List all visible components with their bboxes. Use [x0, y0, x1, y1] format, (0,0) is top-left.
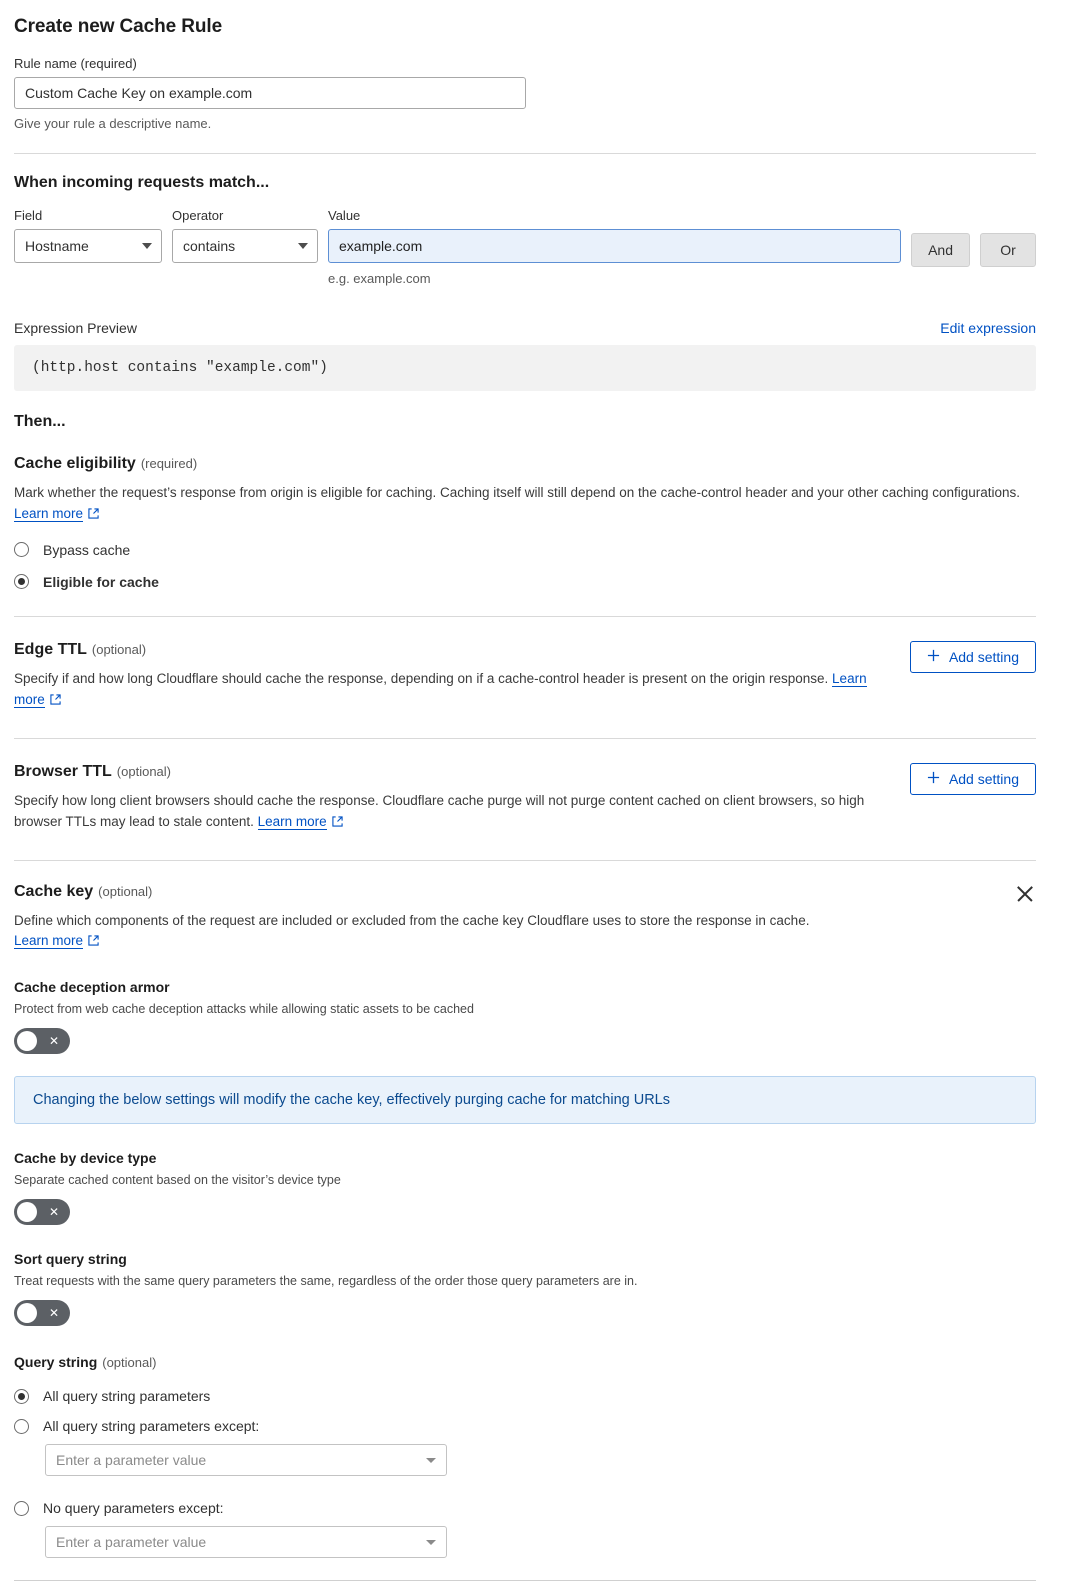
- sort-query-string-toggle[interactable]: [14, 1300, 70, 1326]
- toggle-knob: [17, 1303, 37, 1323]
- toggle-knob: [17, 1031, 37, 1051]
- cache-deception-armor-title: Cache deception armor: [14, 979, 170, 996]
- radio-label: No query parameters except:: [43, 1500, 224, 1517]
- radio-label: All query string parameters: [43, 1388, 211, 1405]
- cache-key-description: [14, 911, 809, 954]
- logic-buttons: [911, 208, 1036, 267]
- rule-name-label: Rule name (required): [14, 56, 137, 71]
- divider: [14, 616, 1036, 617]
- radio-bypass-cache[interactable]: [14, 542, 1036, 558]
- cache-eligibility-description-text: Mark whether the request’s response from origin is eligible for caching. Caching itself will still depend on the cache-control header and your other caching configurations.: [14, 485, 1021, 500]
- operator-column: [172, 208, 318, 263]
- close-icon[interactable]: [1014, 883, 1036, 905]
- cache-key-optional: (optional): [98, 883, 153, 899]
- cache-deception-armor-description: Protect from web cache deception attacks while allowing static assets to be cached: [14, 1002, 474, 1017]
- radio-eligible-for-cache[interactable]: [14, 574, 1036, 590]
- then-heading: Then...: [14, 413, 66, 430]
- cache-eligibility-section: [14, 455, 1036, 590]
- cache-by-device-type-toggle[interactable]: [14, 1199, 70, 1225]
- add-setting-label: Add setting: [948, 770, 1019, 787]
- edge-ttl-section: [14, 641, 1036, 712]
- browser-ttl-description: [14, 791, 874, 834]
- radio-icon: [14, 1419, 29, 1434]
- operator-select[interactable]: [172, 229, 318, 263]
- chevron-down-icon: [426, 1540, 436, 1545]
- edge-ttl-description: [14, 669, 874, 712]
- edge-ttl-title: Edge TTL: [14, 640, 87, 658]
- value-hint: e.g. example.com: [328, 271, 431, 286]
- browser-ttl-optional: (optional): [116, 763, 171, 779]
- browser-ttl-description-text: Specify how long client browsers should cache the response. Cloudflare cache purge will not purge content cached on client browsers, so high browser TTLs may lead to stale content.: [14, 792, 865, 829]
- no-except-parameter-input[interactable]: [45, 1526, 447, 1558]
- expression-preview-label: Expression Preview: [14, 320, 137, 336]
- cache-key-section: [14, 883, 1036, 1559]
- browser-ttl-section: [14, 763, 1036, 834]
- edge-ttl-add-setting-button[interactable]: [910, 641, 1036, 673]
- browser-ttl-learn-more-link[interactable]: Learn more: [257, 813, 327, 829]
- external-link-icon: [88, 932, 99, 953]
- plus-icon: [927, 649, 940, 665]
- external-link-icon: [50, 691, 61, 712]
- radio-label: Bypass cache: [43, 541, 131, 558]
- field-select-value: Hostname: [25, 238, 89, 254]
- divider: [14, 860, 1036, 861]
- match-row: [14, 208, 1036, 286]
- rule-name-group: [14, 56, 1036, 131]
- cache-key-title: Cache key: [14, 882, 94, 900]
- all-except-parameter-input[interactable]: [45, 1444, 447, 1476]
- edge-ttl-description-text: Specify if and how long Cloudflare should cache the response, depending on if a cache-control header is present on the origin response.: [14, 670, 829, 686]
- toggle-knob: [17, 1202, 37, 1222]
- edit-expression-link[interactable]: Edit expression: [940, 320, 1036, 336]
- edge-ttl-learn-more-link[interactable]: Learn more: [14, 670, 867, 707]
- radio-all-query-string-parameters[interactable]: [14, 1388, 1036, 1404]
- query-string-title: Query string: [14, 1354, 98, 1371]
- radio-icon: [14, 1501, 29, 1516]
- browser-ttl-title: Browser TTL: [14, 762, 112, 780]
- operator-label: Operator: [172, 208, 224, 223]
- expression-header: [14, 320, 1036, 336]
- rule-name-input[interactable]: [14, 77, 526, 109]
- and-button[interactable]: And: [911, 233, 970, 267]
- rule-name-helper: Give your rule a descriptive name.: [14, 116, 212, 131]
- operator-select-value: contains: [183, 238, 236, 254]
- cache-eligibility-description: [14, 483, 1024, 526]
- plus-icon: [927, 771, 940, 787]
- cache-key-description-text: Define which components of the request are included or excluded from the cache key Cloudflare uses to store the response in cache.: [14, 912, 810, 928]
- chevron-down-icon: [298, 243, 308, 249]
- radio-all-query-string-parameters-except[interactable]: [14, 1418, 1036, 1434]
- field-label: Field: [14, 208, 43, 223]
- value-column: [328, 208, 901, 286]
- parameter-placeholder: Enter a parameter value: [56, 1452, 207, 1469]
- close-icon: ✕: [48, 1205, 59, 1220]
- cache-by-device-type-title: Cache by device type: [14, 1150, 157, 1167]
- radio-icon-selected: [14, 574, 29, 589]
- radio-icon-selected: [14, 1389, 29, 1404]
- external-link-icon: [332, 813, 343, 834]
- value-label: Value: [328, 208, 361, 223]
- browser-ttl-add-setting-button[interactable]: [910, 763, 1036, 795]
- expression-preview-box: (http.host contains "example.com"): [14, 345, 1036, 391]
- field-select[interactable]: [14, 229, 162, 263]
- radio-icon: [14, 542, 29, 557]
- close-icon: ✕: [48, 1034, 59, 1049]
- radio-label: Eligible for cache: [43, 573, 159, 590]
- cache-key-notice: Changing the below settings will modify the cache key, effectively purging cache for matching URLs: [14, 1076, 1036, 1124]
- chevron-down-icon: [142, 243, 152, 249]
- add-setting-label: Add setting: [948, 648, 1019, 665]
- radio-no-query-parameters-except[interactable]: [14, 1500, 1036, 1516]
- field-column: [14, 208, 162, 263]
- sort-query-string-description: Treat requests with the same query parameters the same, regardless of the order those query parameters are in.: [14, 1274, 638, 1289]
- edge-ttl-optional: (optional): [91, 641, 147, 657]
- divider: [14, 738, 1036, 739]
- page-title: Create new Cache Rule: [14, 16, 223, 37]
- parameter-placeholder: Enter a parameter value: [56, 1534, 207, 1551]
- chevron-down-icon: [426, 1458, 436, 1463]
- cache-eligibility-title: Cache eligibility: [14, 455, 136, 472]
- sort-query-string-title: Sort query string: [14, 1251, 127, 1268]
- query-string-optional: (optional): [102, 1355, 157, 1371]
- cache-deception-armor-toggle[interactable]: [14, 1028, 70, 1054]
- radio-label: All query string parameters except:: [43, 1418, 260, 1435]
- cache-eligibility-learn-more-link[interactable]: Learn more: [14, 505, 84, 521]
- close-icon: ✕: [48, 1306, 59, 1321]
- cache-eligibility-required: (required): [140, 456, 198, 471]
- divider: [14, 153, 1036, 154]
- match-heading: When incoming requests match...: [14, 174, 270, 191]
- value-input[interactable]: [328, 229, 901, 263]
- or-button[interactable]: Or: [980, 233, 1036, 267]
- cache-key-learn-more-link[interactable]: Learn more: [14, 933, 84, 949]
- external-link-icon: [88, 505, 99, 526]
- cache-by-device-type-description: Separate cached content based on the visitor’s device type: [14, 1173, 341, 1188]
